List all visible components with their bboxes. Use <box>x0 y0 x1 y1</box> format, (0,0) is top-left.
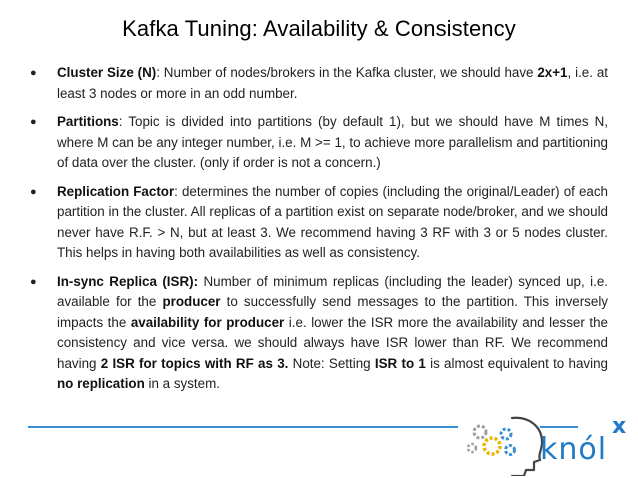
bullet-dot-icon: ● <box>30 185 37 198</box>
bullet-bold-text: Replication Factor <box>57 183 175 199</box>
slide-title: Kafka Tuning: Availability & Consistency <box>122 16 516 41</box>
bullet-bold-text: producer <box>162 294 221 309</box>
bullet-text: i.e. lower the ISR more the availability and lesser the consistency and vice versa. we should always have ISR lower than RF. We recommend having <box>57 314 608 371</box>
bullet-bold-text: 2 ISR for topics with RF as 3. <box>100 355 289 371</box>
bullet-bold-text: Partitions <box>57 114 119 129</box>
bullet-text: , i.e. at least 3 nodes or more in an odd number. <box>57 65 608 101</box>
bullet-bold-text: ISR to 1 <box>374 355 426 371</box>
footer-divider-right <box>540 426 578 428</box>
gears-head-icon <box>460 412 550 476</box>
bullet-item <box>28 112 608 174</box>
bullet-text: is almost equivalent to having <box>425 355 608 371</box>
bullet-dot-icon: ● <box>30 116 37 128</box>
bullet-text: : determines the number of copies (including the original/Leader) of each partition in the cluster. All replicas of a partition exist on separate node/broker, and we should never have R.F. > N, but at least 3. We recommend having 3 RF with 3 or 5 nodes cluster. This helps in having both availabilities as well as consistency. <box>57 183 608 260</box>
bullet-list <box>28 63 608 403</box>
bullet-bold-text: In-sync Replica (ISR): <box>57 273 199 289</box>
bullet-dot-icon: ● <box>30 275 37 288</box>
bullet-text: Note: Setting <box>288 355 375 371</box>
footer-divider <box>28 426 458 428</box>
bullet-bold-text: Cluster Size (N) <box>57 65 157 80</box>
bullet-text: in a system. <box>144 376 220 391</box>
bullet-bold-text: no replication <box>57 376 145 391</box>
bullet-item <box>28 272 608 395</box>
bullet-item <box>28 182 608 264</box>
bullet-text: Number of minimum replicas (including the leader) synced up, i.e. available for the <box>57 273 609 309</box>
bullet-item <box>28 63 608 104</box>
brand-name: knól <box>540 432 608 467</box>
bullet-text: to successfully send messages to the partition. This inversely impacts the <box>57 294 608 330</box>
bullet-bold-text: availability for producer <box>130 314 285 330</box>
brand-suffix: x <box>612 414 627 439</box>
bullet-bold-text: 2x+1 <box>537 65 568 80</box>
bullet-text: : Number of nodes/brokers in the Kafka cluster, we should have <box>156 65 538 80</box>
bullet-text: : Topic is divided into partitions (by default 1), but we should have M times N, where M can be any integer number, i.e. M >= 1, to achieve more parallelism and partitioning of data over the cluster. (only if order is not a concern.) <box>57 114 608 170</box>
bullet-dot-icon: ● <box>30 67 37 79</box>
